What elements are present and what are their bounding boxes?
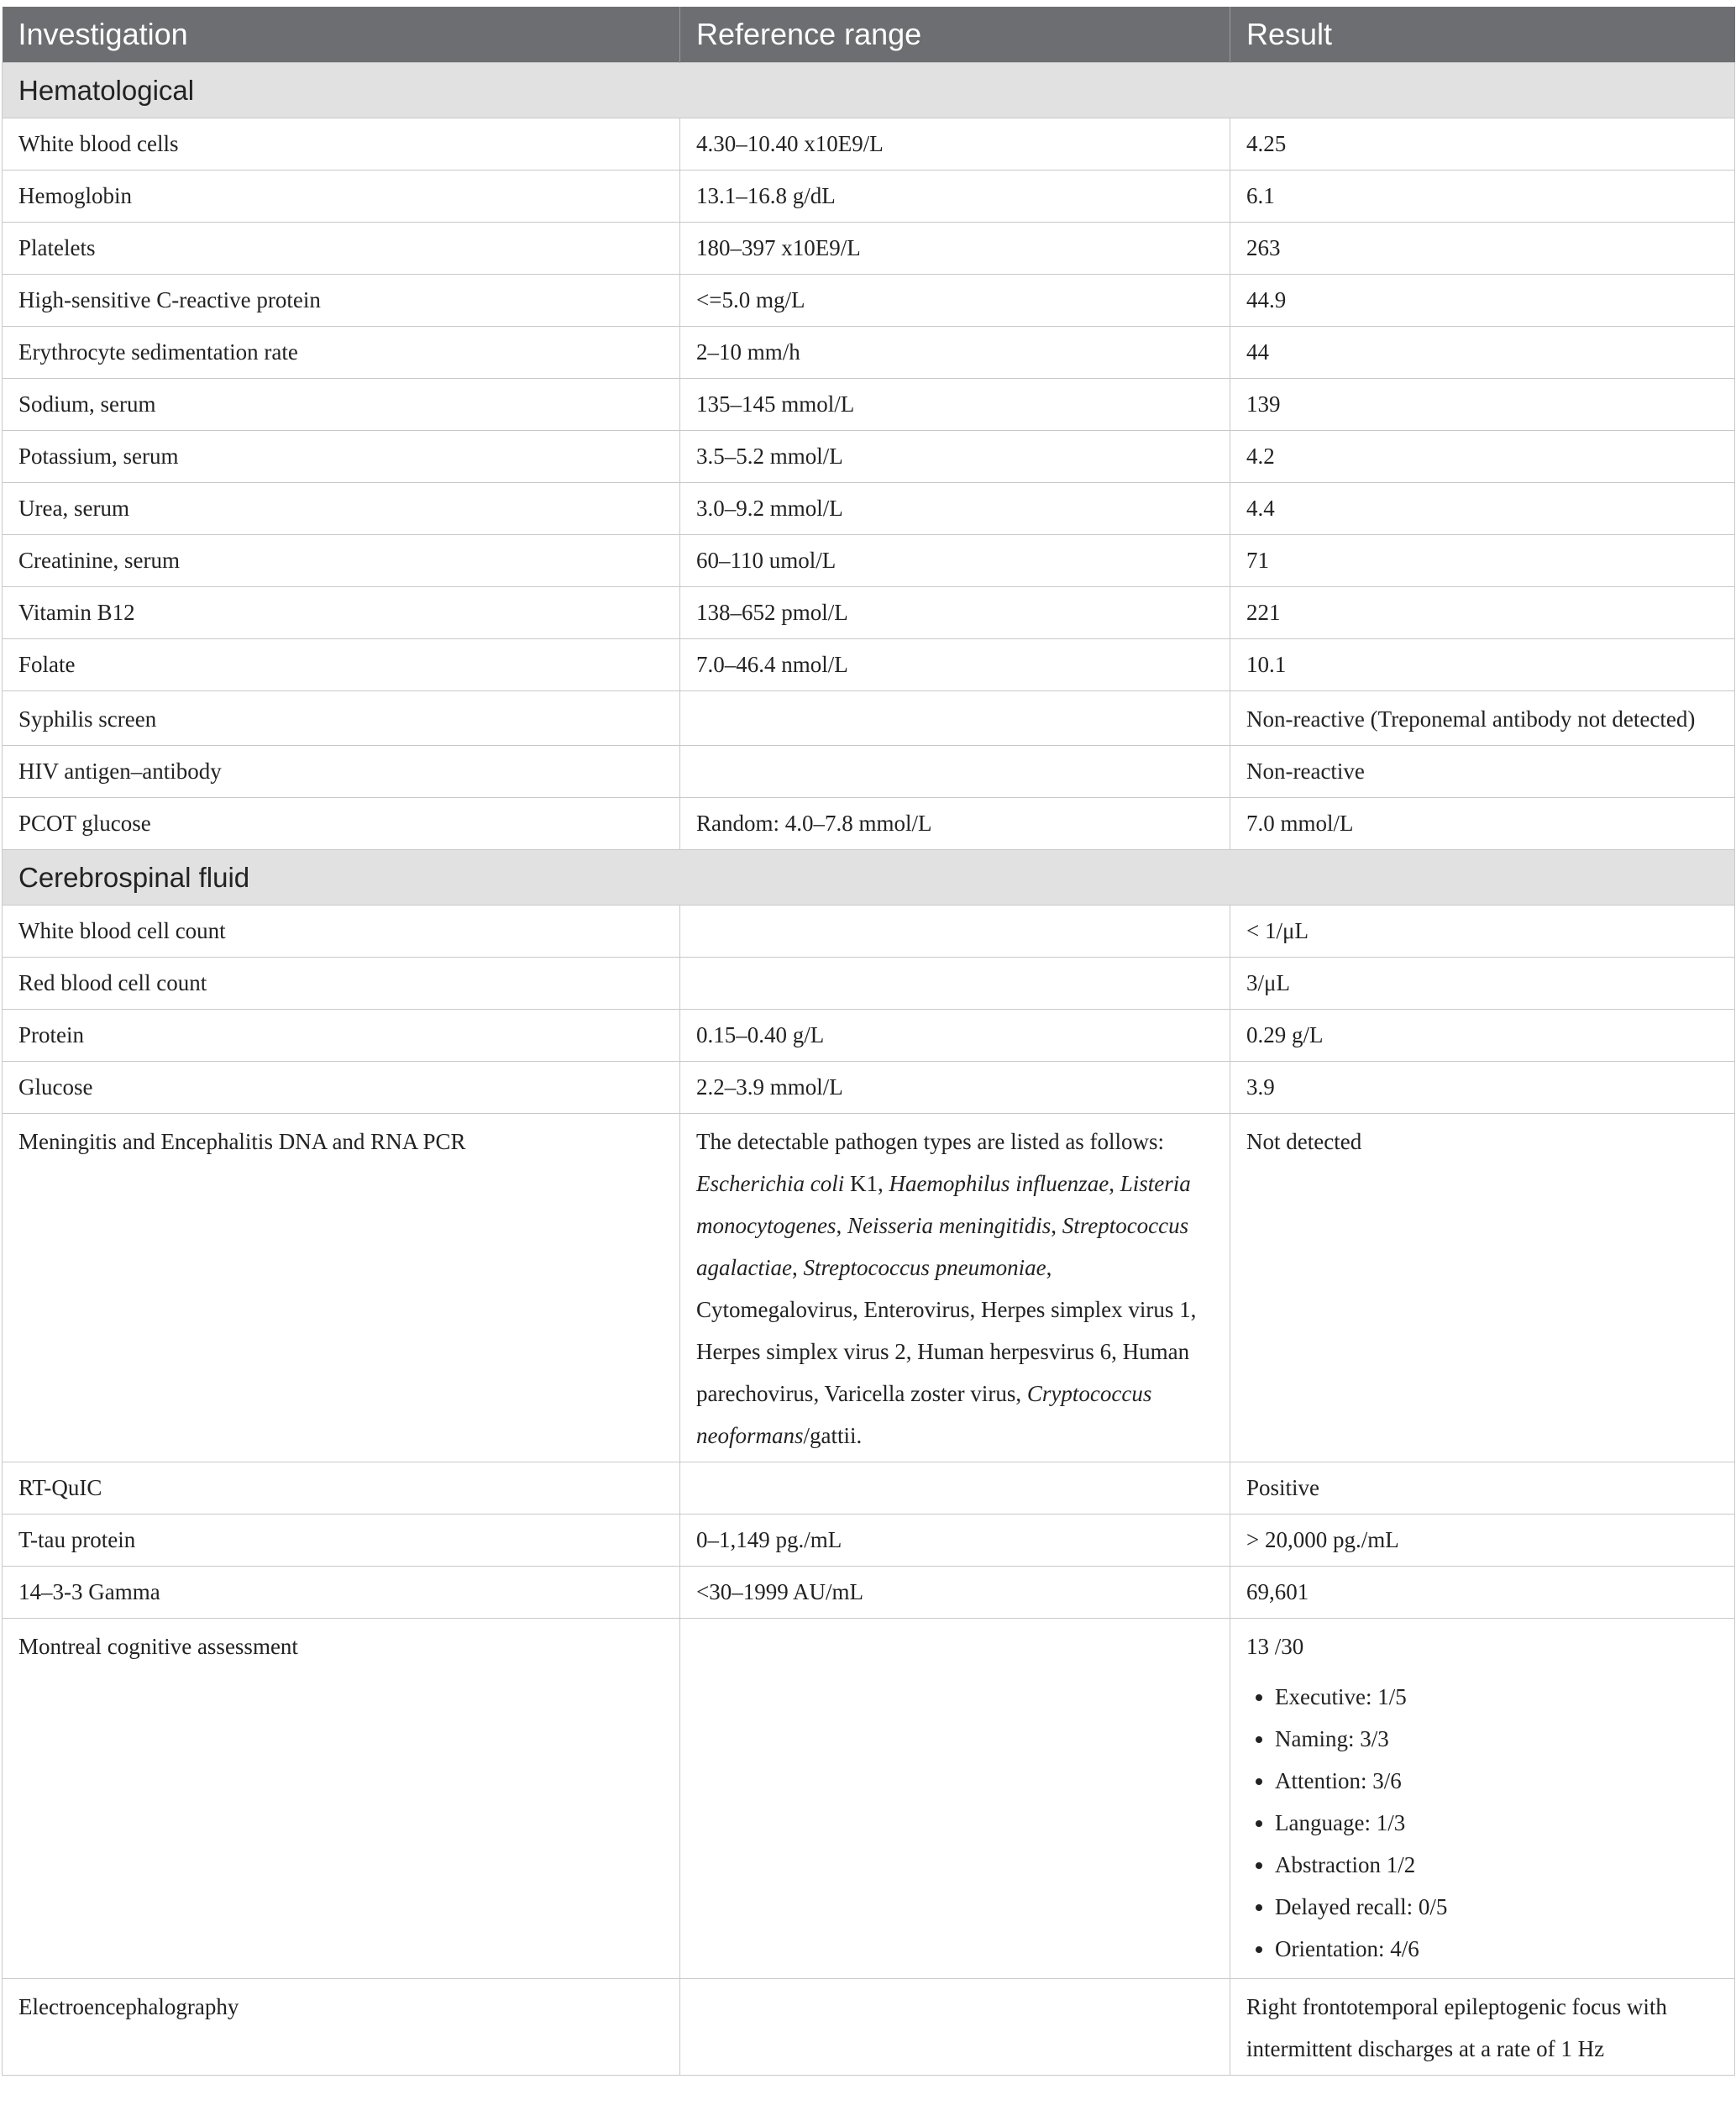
investigation-cell: Protein xyxy=(3,1010,680,1062)
result-cell: 4.4 xyxy=(1230,483,1735,535)
table-row xyxy=(3,118,1735,171)
list-item: • Orientation: 4/6 xyxy=(1275,1928,1718,1970)
reference-text-part: The detectable pathogen types are listed as follows: xyxy=(696,1129,1165,1154)
table-row xyxy=(3,275,1735,327)
table-row xyxy=(3,1462,1735,1515)
reference-cell xyxy=(680,906,1230,958)
investigation-cell: Syphilis screen xyxy=(3,691,680,746)
reference-cell: 60–110 umol/L xyxy=(680,535,1230,587)
reference-cell xyxy=(680,746,1230,798)
moca-subscore-list xyxy=(1246,1676,1718,1970)
table-row xyxy=(3,587,1735,639)
reference-cell xyxy=(680,1619,1230,1979)
result-cell: 139 xyxy=(1230,379,1735,431)
table-row xyxy=(3,958,1735,1010)
investigation-cell: Meningitis and Encephalitis DNA and RNA PCR xyxy=(3,1114,680,1462)
table-row xyxy=(3,1114,1735,1462)
table-row xyxy=(3,691,1735,746)
investigation-cell: T-tau protein xyxy=(3,1515,680,1567)
result-cell: Not detected xyxy=(1230,1114,1735,1462)
table-row xyxy=(3,171,1735,223)
reference-cell: 138–652 pmol/L xyxy=(680,587,1230,639)
pathogen-name: Escherichia coli xyxy=(696,1171,845,1196)
reference-text-part: K1, xyxy=(844,1171,889,1196)
reference-cell: 180–397 x10E9/L xyxy=(680,223,1230,275)
result-cell: 10.1 xyxy=(1230,639,1735,691)
investigation-cell: Glucose xyxy=(3,1062,680,1114)
list-item: • Delayed recall: 0/5 xyxy=(1275,1886,1718,1928)
table-row xyxy=(3,223,1735,275)
table-row xyxy=(3,379,1735,431)
result-cell: 44.9 xyxy=(1230,275,1735,327)
result-cell: 71 xyxy=(1230,535,1735,587)
reference-cell: 13.1–16.8 g/dL xyxy=(680,171,1230,223)
reference-cell: 0.15–0.40 g/L xyxy=(680,1010,1230,1062)
result-cell: > 20,000 pg./mL xyxy=(1230,1515,1735,1567)
pathogen-name: Streptococcus agalactiae xyxy=(696,1213,1189,1280)
table-row xyxy=(3,639,1735,691)
investigation-cell: PCOT glucose xyxy=(3,798,680,850)
list-item: • Attention: 3/6 xyxy=(1275,1760,1718,1802)
investigation-cell: Red blood cell count xyxy=(3,958,680,1010)
investigation-cell: White blood cell count xyxy=(3,906,680,958)
list-item: • Abstraction 1/2 xyxy=(1275,1844,1718,1886)
reference-text-part: , xyxy=(1109,1171,1120,1196)
result-cell: < 1/μL xyxy=(1230,906,1735,958)
table-row xyxy=(3,1062,1735,1114)
header-row xyxy=(3,7,1735,63)
reference-cell xyxy=(680,691,1230,746)
investigation-cell: Folate xyxy=(3,639,680,691)
reference-cell xyxy=(680,1462,1230,1515)
reference-cell: 0–1,149 pg./mL xyxy=(680,1515,1230,1567)
investigation-cell: Urea, serum xyxy=(3,483,680,535)
result-cell: 221 xyxy=(1230,587,1735,639)
pathogen-name: Neisseria meningitidis xyxy=(847,1213,1052,1238)
pathogen-name: Haemophilus influenzae xyxy=(889,1171,1109,1196)
table-row xyxy=(3,1567,1735,1619)
result-cell xyxy=(1230,1619,1735,1979)
investigation-cell: Creatinine, serum xyxy=(3,535,680,587)
investigation-cell: Platelets xyxy=(3,223,680,275)
table-row xyxy=(3,746,1735,798)
investigation-cell: Electroencephalography xyxy=(3,1979,680,2076)
reference-text-part: /gattii. xyxy=(803,1423,863,1448)
column-header-investigation: Investigation xyxy=(3,7,680,63)
reference-cell: Random: 4.0–7.8 mmol/L xyxy=(680,798,1230,850)
investigation-cell: Erythrocyte sedimentation rate xyxy=(3,327,680,379)
reference-text-part: , xyxy=(1051,1213,1062,1238)
section-title: Hematological xyxy=(3,63,1735,118)
result-cell: 3/μL xyxy=(1230,958,1735,1010)
result-cell: 6.1 xyxy=(1230,171,1735,223)
pathogen-name: Listeria monocytogenes xyxy=(696,1171,1191,1238)
result-cell: Positive xyxy=(1230,1462,1735,1515)
reference-cell xyxy=(680,1114,1230,1462)
reference-text-part: , xyxy=(791,1255,804,1280)
lab-results-table xyxy=(2,7,1735,2076)
investigation-cell: HIV antigen–antibody xyxy=(3,746,680,798)
investigation-cell: 14–3-3 Gamma xyxy=(3,1567,680,1619)
investigation-cell: Sodium, serum xyxy=(3,379,680,431)
reference-cell: 2–10 mm/h xyxy=(680,327,1230,379)
table-row xyxy=(3,1979,1735,2076)
reference-cell: 7.0–46.4 nmol/L xyxy=(680,639,1230,691)
column-header-result: Result xyxy=(1230,7,1735,63)
reference-cell: 135–145 mmol/L xyxy=(680,379,1230,431)
investigation-cell: Potassium, serum xyxy=(3,431,680,483)
reference-cell: 3.0–9.2 mmol/L xyxy=(680,483,1230,535)
table-row xyxy=(3,483,1735,535)
result-cell: 4.25 xyxy=(1230,118,1735,171)
list-item: • Executive: 1/5 xyxy=(1275,1676,1718,1718)
table-row xyxy=(3,431,1735,483)
reference-cell xyxy=(680,1979,1230,2076)
table-row xyxy=(3,1619,1735,1979)
reference-text-part: , xyxy=(836,1213,847,1238)
investigation-cell: High-sensitive C-reactive protein xyxy=(3,275,680,327)
reference-cell: <30–1999 AU/mL xyxy=(680,1567,1230,1619)
section-row-hematological xyxy=(3,63,1735,118)
pathogen-name: Cryptococcus neoformans xyxy=(696,1381,1152,1448)
reference-cell: 4.30–10.40 x10E9/L xyxy=(680,118,1230,171)
result-cell: Right frontotemporal epileptogenic focus with intermittent discharges at a rate of 1 Hz xyxy=(1230,1979,1735,2076)
result-cell: 69,601 xyxy=(1230,1567,1735,1619)
result-cell: 3.9 xyxy=(1230,1062,1735,1114)
result-cell: 4.2 xyxy=(1230,431,1735,483)
table-row xyxy=(3,798,1735,850)
table-row xyxy=(3,1515,1735,1567)
reference-text-part: , Cytomegalovirus, Enterovirus, Herpes simplex virus 1, Herpes simplex virus 2, Human herpesvirus 6, Human parechovirus, Varicella zoster virus, xyxy=(696,1255,1197,1406)
result-cell: 44 xyxy=(1230,327,1735,379)
investigation-cell: Hemoglobin xyxy=(3,171,680,223)
table-row xyxy=(3,1010,1735,1062)
section-title: Cerebrospinal fluid xyxy=(3,850,1735,906)
reference-cell: 3.5–5.2 mmol/L xyxy=(680,431,1230,483)
investigation-cell: White blood cells xyxy=(3,118,680,171)
list-item: • Language: 1/3 xyxy=(1275,1802,1718,1844)
reference-cell: <=5.0 mg/L xyxy=(680,275,1230,327)
result-cell: Non-reactive xyxy=(1230,746,1735,798)
investigation-cell: RT-QuIC xyxy=(3,1462,680,1515)
table-row xyxy=(3,906,1735,958)
pathogen-name: Streptococcus pneumoniae xyxy=(803,1255,1046,1280)
column-header-reference-range: Reference range xyxy=(680,7,1230,63)
investigation-cell: Vitamin B12 xyxy=(3,587,680,639)
section-row-cerebrospinal-fluid xyxy=(3,850,1735,906)
result-cell: 7.0 mmol/L xyxy=(1230,798,1735,850)
result-cell: 263 xyxy=(1230,223,1735,275)
investigation-cell: Montreal cognitive assessment xyxy=(3,1619,680,1979)
list-item: • Naming: 3/3 xyxy=(1275,1718,1718,1760)
reference-cell xyxy=(680,958,1230,1010)
moca-total-score: 13 /30 xyxy=(1246,1634,1304,1659)
reference-cell: 2.2–3.9 mmol/L xyxy=(680,1062,1230,1114)
result-cell: Non-reactive (Treponemal antibody not detected) xyxy=(1230,691,1735,746)
result-cell: 0.29 g/L xyxy=(1230,1010,1735,1062)
table-row xyxy=(3,535,1735,587)
table-row xyxy=(3,327,1735,379)
